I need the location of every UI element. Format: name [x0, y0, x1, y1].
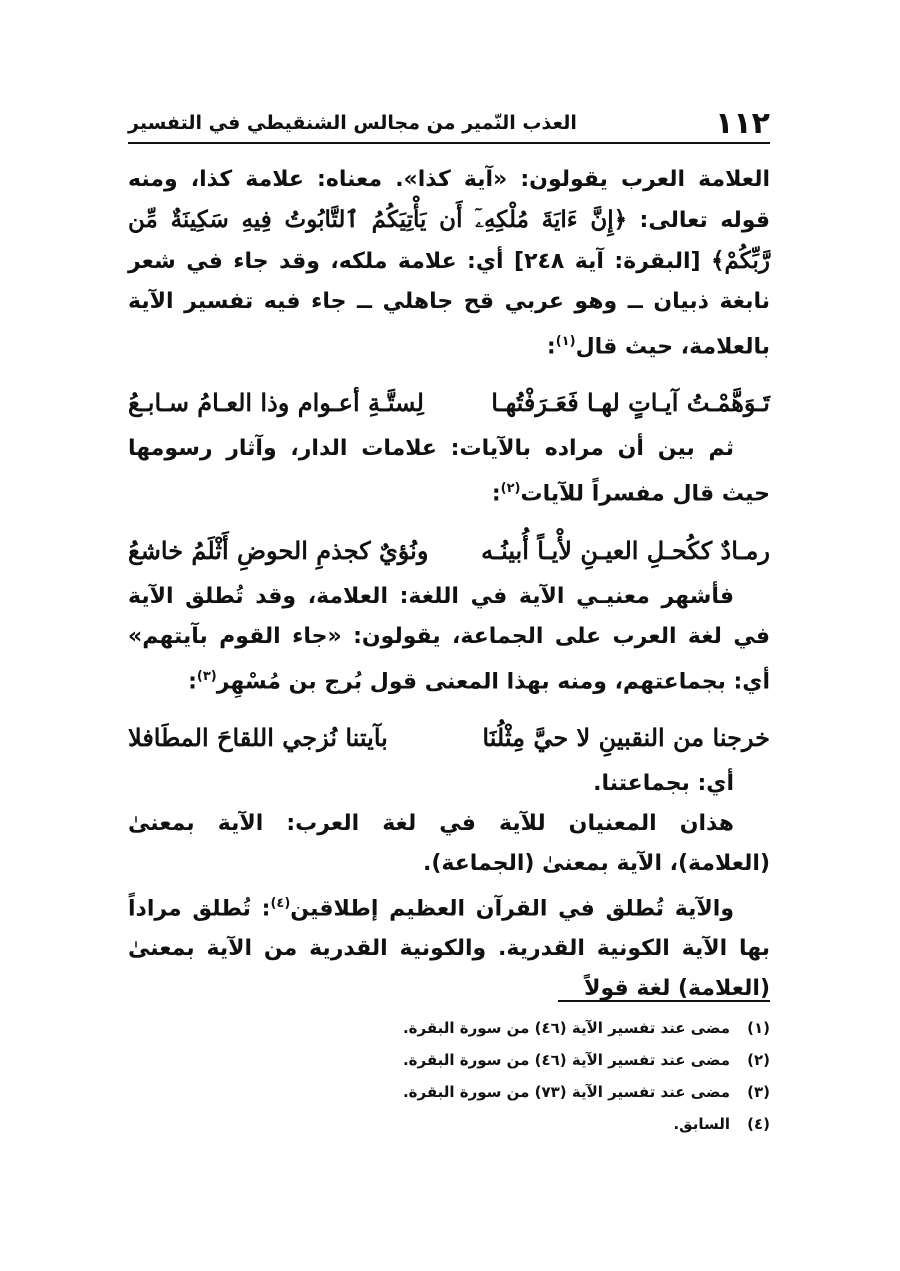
paragraph-2-text-a: ثم بين أن مراده بالآيات: علامات الدار، وآثار رسومها حيث قال مفسراً للآيات — [128, 436, 770, 507]
footnote-ref-1[interactable]: (١) — [555, 334, 576, 349]
footnotes — [300, 1012, 770, 1140]
body-text — [128, 160, 770, 1009]
paragraph-1-text-c: : — [546, 334, 556, 360]
footnote-number: (١) — [747, 1019, 770, 1037]
footnote-number: (٢) — [747, 1051, 770, 1069]
running-title: العذب النّمير من مجالس الشنقيطي في التفسير — [128, 112, 577, 134]
footnote-item — [300, 1044, 770, 1076]
footnote-text: السابق. — [673, 1115, 730, 1133]
footnote-item — [300, 1076, 770, 1108]
footnote-item — [300, 1012, 770, 1044]
verse-3-second-hemistich: بآيتنا نُزجي اللقاحَ المطَافلا — [128, 722, 388, 752]
footnote-text: مضى عند تفسير الآية (٧٣) من سورة البقرة. — [402, 1083, 730, 1101]
footnote-number: (٣) — [747, 1083, 770, 1101]
verse-3-first-hemistich: خرجنا من النقبينِ لا حيَّ مِثْلُنَا — [482, 722, 770, 752]
paragraph-2 — [128, 429, 770, 514]
verse-gloss: أي: بجماعتنا. — [593, 770, 734, 796]
footnote-ref-2[interactable]: (٢) — [500, 481, 521, 497]
verse-1-second-hemistich: لِستَّـةِ أعـوام وذا العـامُ سـابـعُ — [128, 388, 424, 418]
footnote-ref-3[interactable]: (٣) — [196, 668, 217, 684]
paragraph-3-text-a: فأشهر معنيـي الآية في اللغة: العلامة، وقد تُطلق الآية في لغة العرب على الجماعة، يقولون: «جاء القوم بآيتهم» أي: بجماعتهم، ومنه بهذا المعنى قول بُرج بن مُسْهِر — [128, 583, 770, 694]
quran-verse: ﴿إِنَّ ءَايَةَ مُلْكِهِۦٓ أَن يَأْتِيَكُمُ ٱلتَّابُوتُ فِيهِ سَكِينَةٌ مِّن رَّبِّكُمْ﴾ — [128, 206, 770, 274]
verse-1-first-hemistich: تَـوَهَّمْـتُ آيـاتٍ لهـا فَعَـرَفْتُهـا — [491, 388, 770, 418]
paragraph-1 — [128, 160, 770, 367]
verse-2-second-hemistich: ونُؤيٌ كجذمِ الحوضِ أَثْلَمُ خاشعُ — [128, 535, 429, 565]
poem-verse-2 — [128, 529, 770, 573]
verse-2-first-hemistich: رمـادٌ ككُحـلِ العيـنِ لأْيـاً أُبينُـه — [481, 535, 770, 565]
footnote-item — [300, 1108, 770, 1140]
footnote-text: مضى عند تفسير الآية (٤٦) من سورة البقرة. — [402, 1051, 730, 1069]
poem-verse-3 — [128, 716, 770, 760]
page-number: ١١٢ — [715, 106, 770, 141]
paragraph-5 — [128, 884, 770, 1009]
paragraph-1-text-a: العلامة العرب يقولون: «آية كذا». معناه: علامة كذا، ومنه قوله تعالى: — [128, 167, 770, 233]
paragraph-3 — [128, 577, 770, 702]
paragraph-5-text-a: والآية تُطلق في القرآن العظيم إطلاقين — [290, 896, 734, 922]
paragraph-5-text-b: : تُطلق مراداً بها الآية الكونية القدرية. والكونية القدرية من الآية بمعنىٰ (العلامة) لغة قولاً — [128, 896, 770, 1002]
footnote-number: (٤) — [747, 1115, 770, 1133]
page-header — [128, 104, 770, 144]
footnote-text: مضى عند تفسير الآية (٤٦) من سورة البقرة. — [402, 1019, 730, 1037]
paragraph-4: هذان المعنيان للآية في لغة العرب: الآية بمعنىٰ (العلامة)، الآية بمعنىٰ (الجماعة). — [128, 810, 770, 876]
paragraph-1-text-b: [البقرة: آية ٢٤٨] أي: علامة ملكه، وقد جاء في شعر نابغة ذبيان ــ وهو عربي قح جاهلي ــ جاء فيه تفسير الآية بالعلامة، حيث قال — [128, 249, 770, 360]
paragraph-2-text-b: : — [491, 481, 501, 507]
footnote-separator — [558, 1000, 770, 1002]
footnote-ref-4[interactable]: (٤) — [270, 895, 291, 911]
poem-verse-1 — [128, 381, 770, 425]
paragraph-3-text-b: : — [188, 668, 197, 694]
